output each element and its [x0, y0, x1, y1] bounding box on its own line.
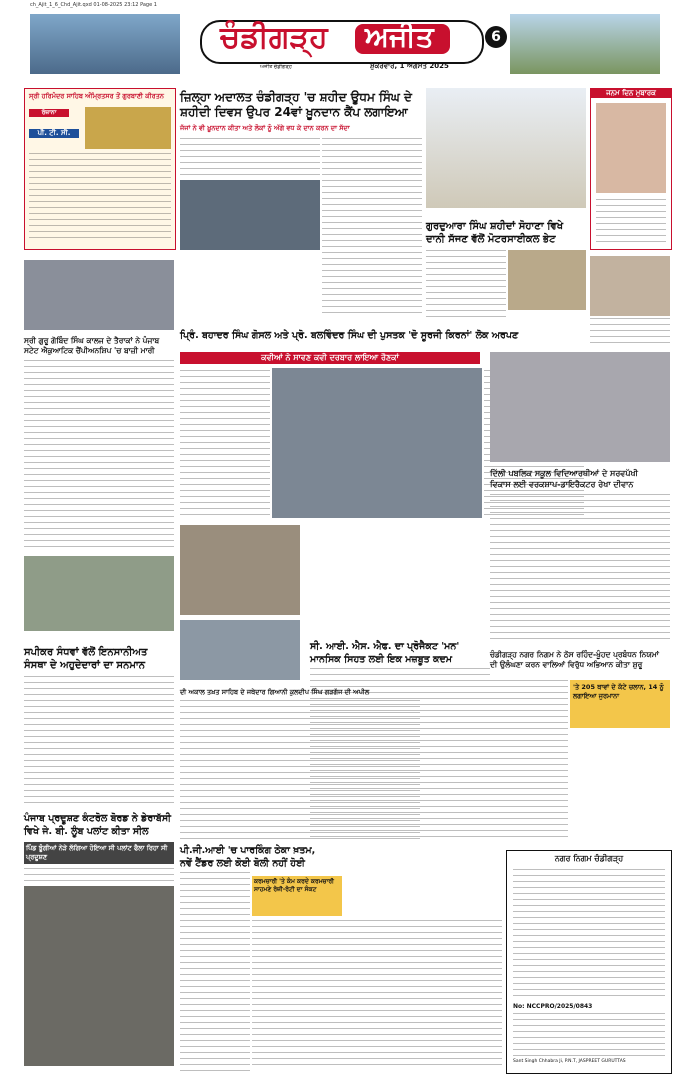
speaker-photo: [24, 556, 174, 631]
gurbani-ad-title: ਸ੍ਰੀ ਹਰਿਮੰਦਰ ਸਾਹਿਬ ਅੰਮ੍ਰਿਤਸਰ ਤੋਂ ਗੁਰਬਾਣੀ ਕੀਰਤਨ: [29, 92, 164, 100]
pollution-headline: ਪੰਜਾਬ ਪ੍ਰਦੂਸ਼ਣ ਕੰਟਰੋਲ ਬੋਰਡ ਨੇ ਡੇਰਾਬੱਸੀ ਵਿਖੇ ਜੇ. ਬੀ. ਲੂੰਬ ਪਲਾਂਟ ਕੀਤਾ ਸੀਲ: [24, 813, 172, 837]
lead-headline: ਜ਼ਿਲ੍ਹਾ ਅਦਾਲਤ ਚੰਡੀਗੜ੍ਹ 'ਚ ਸ਼ਹੀਦ ਊਧਮ ਸਿੰਘ ਦੇ ਸ਼ਹੀਦੀ ਦਿਵਸ ਉਪਰ 24ਵਾਂ ਖ਼ੂਨਦਾਨ ਕੈਂਪ ਲਗਾਇਆ: [180, 90, 412, 119]
masthead-title-left: ਚੰਡੀਗੜ੍ਹ: [220, 20, 328, 55]
pollution-sub: ਪਿੰਡ ਝੂੰਗੀਆਂ ਨੇੜੇ ਲੱਗਿਆ ਹੋਇਆ ਸੀ ਪਲਾਂਟ ਫੈਲਾ ਰਿਹਾ ਸੀ ਪ੍ਰਦੂਸ਼ਣ: [24, 842, 174, 864]
masthead-photo-right: [510, 14, 660, 74]
book-subheadline: ਕਵੀਆਂ ਨੇ ਸਾਵਣ ਕਵੀ ਦਰਬਾਰ ਲਾਇਆ ਰੌਣਕਾਂ: [180, 352, 480, 364]
parking-headline: ਪੀ.ਜੀ.ਆਈ 'ਚ ਪਾਰਕਿੰਗ ਠੇਕਾ ਖ਼ਤਮ, ਨਵੇਂ ਟੈਂਡਰ ਲਈ ਕੋਈ ਬੋਲੀ ਨਹੀਂ ਹੋਈ: [180, 845, 316, 869]
pgi-mind-headline: ਸੀ. ਆਈ. ਐਸ. ਐਫ. ਦਾ ਪ੍ਰੋਜੈਕਟ 'ਮਨ' ਮਾਨਸਿਕ ਸਿਹਤ ਲਈ ਇਕ ਮਜ਼ਬੂਤ ਕਦਮ: [310, 641, 460, 665]
book-headline: ਪ੍ਰਿੰ. ਬਹਾਦਰ ਸਿੰਘ ਗੋਸਲ ਅਤੇ ਪ੍ਰੋ. ਬਲਵਿੰਦਰ ਸਿੰਘ ਦੀ ਪੁਸਤਕ 'ਦੋ ਸੂਰਜੀ ਕਿਰਨਾਂ' ਲੋਕ ਅਰਪਣ: [180, 330, 519, 341]
gurbani-ad: [24, 88, 176, 250]
aap-photo: [180, 620, 300, 680]
nigam-box: 'ਤੇ 205 ਥਾਵਾਂ ਦੇ ਕੱਟੇ ਚਲਾਨ, 14 ਨੂੰ ਲਗਾਇਆ ਜੁਰਮਾਨਾ: [570, 680, 670, 728]
college-headline: ਸ੍ਰੀ ਗੁਰੂ ਗੋਬਿੰਦ ਸਿੰਘ ਕਾਲਜ ਦੇ ਤੈਰਾਕਾਂ ਨੇ ਪੰਜਾਬ ਸਟੇਟ ਐਕੁਆਟਿਕ ਚੈਂਪੀਅਨਸ਼ਿਪ 'ਚ ਬਾਜ਼ੀ ਮਾਰੀ: [24, 336, 160, 355]
masthead: [180, 14, 510, 74]
speaker-headline: ਸਪੀਕਰ ਸੰਧਵਾਂ ਵੱਲੋਂ ਇਨਸਾਨੀਅਤ ਸੰਸਥਾ ਦੇ ਅਹੁਦੇਦਾਰਾਂ ਦਾ ਸਨਮਾਨ: [24, 647, 148, 671]
tender-ad: [506, 850, 672, 1074]
gurbani-ad-sub: ਰੋਜ਼ਾਨਾ: [29, 109, 69, 117]
golden-temple-photo: [85, 107, 171, 149]
birthday-ad: [590, 88, 672, 250]
school-photo: [490, 352, 670, 462]
aap-headline: ਦੀ ਅਕਾਲ ਤਖ਼ਤ ਸਾਹਿਬ ਦੇ ਜਥੇਦਾਰ ਗਿਆਨੀ ਕੁਲਦੀਪ ਸਿੰਘ ਗੜਗੱਜ ਦੀ ਅਪੀਲ: [180, 688, 370, 696]
child-photo-2: [590, 256, 670, 316]
school-headline: ਦਿੱਲੀ ਪਬਲਿਕ ਸਕੂਲ ਵਿਦਿਆਰਥੀਆਂ ਦੇ ਸਰਵਪੱਖੀ ਵਿਕਾਸ ਲਈ ਵਰਕਸ਼ਾਪ-ਡਾਇਰੈਕਟਰ ਰੇਖਾ ਦੀਵਾਨ: [490, 469, 638, 489]
masthead-date: ਸ਼ੁੱਕਰਵਾਰ, 1 ਅਗਸਤ 2025: [370, 62, 449, 70]
college-photo: [24, 260, 174, 330]
tender-ad-title: ਨਗਰ ਨਿਗਮ ਚੰਡੀਗੜ੍ਹ: [554, 854, 624, 863]
print-slug: ch_Ajit_1_6_Chd_Ajit.qxd 01-08-2025 23:12 Page 1: [30, 2, 157, 8]
gurdwara-headline: ਗੁਰਦੁਆਰਾ ਸਿੰਘ ਸ਼ਹੀਦਾਂ ਸੋਹਾਣਾ ਵਿਖੇ ਦਾਨੀ ਸੱਜਣ ਵੱਲੋਂ ਮੋਟਰਸਾਈਕਲ ਭੇਟ: [426, 221, 564, 245]
nigam-headline: ਚੰਡੀਗੜ੍ਹ ਨਗਰ ਨਿਗਮ ਨੇ ਠੋਸ ਰਹਿੰਦ-ਖੂੰਹਦ ਪ੍ਰਬੰਧਨ ਨਿਯਮਾਂ ਦੀ ਉਲੰਘਣਾ ਕਰਨ ਵਾਲਿਆਂ ਵਿਰੁੱਧ ਅਭਿਆਨ ਕੀਤਾ ਸ਼ੁਰੂ: [490, 650, 659, 669]
pollution-photo: [24, 886, 174, 1066]
gurbani-ad-channel: ਪੀ. ਟੀ. ਸੀ.: [29, 129, 79, 138]
masthead-subtitle: ਅਜੀਤ ਚੰਡੀਗੜ੍ਹ: [260, 64, 292, 70]
tender-footer: Sant Singh Chhabra Ji, P.N.T, JASPREET GURUTTAS: [513, 1059, 626, 1064]
lead-subheadline: ਜੱਜਾਂ ਨੇ ਵੀ ਖ਼ੂਨਦਾਨ ਕੀਤਾ ਅਤੇ ਲੋਕਾਂ ਨੂੰ ਅੱਗੇ ਵਧ ਕੇ ਦਾਨ ਕਰਨ ਦਾ ਸੱਦਾ: [180, 124, 350, 132]
blood-camp-photo: [180, 180, 320, 250]
motorcycle-photo: [508, 250, 586, 310]
gurdwara-photo: [426, 88, 586, 208]
masthead-title-right: ਅਜੀਤ: [365, 20, 434, 53]
birthday-ad-title: ਜਨਮ ਦਿਨ ਮੁਬਾਰਕ: [591, 89, 671, 98]
tender-no: No: NCCPRO/2025/0843: [513, 1003, 593, 1010]
birthday-child-photo: [596, 103, 666, 193]
page-number: 6: [485, 26, 507, 48]
book-launch-photo: [272, 368, 482, 518]
masthead-photo-left: [30, 14, 180, 74]
event-photo: [180, 525, 300, 615]
parking-box: ਕਰਮਚਾਰੀ 'ਤੇ ਕੰਮ ਕਰਦੇ ਕਰਮਚਾਰੀ ਸਾਹਮਣੇ ਰੋਜ਼ੀ-ਰੋਟੀ ਦਾ ਸੰਕਟ: [252, 876, 342, 916]
